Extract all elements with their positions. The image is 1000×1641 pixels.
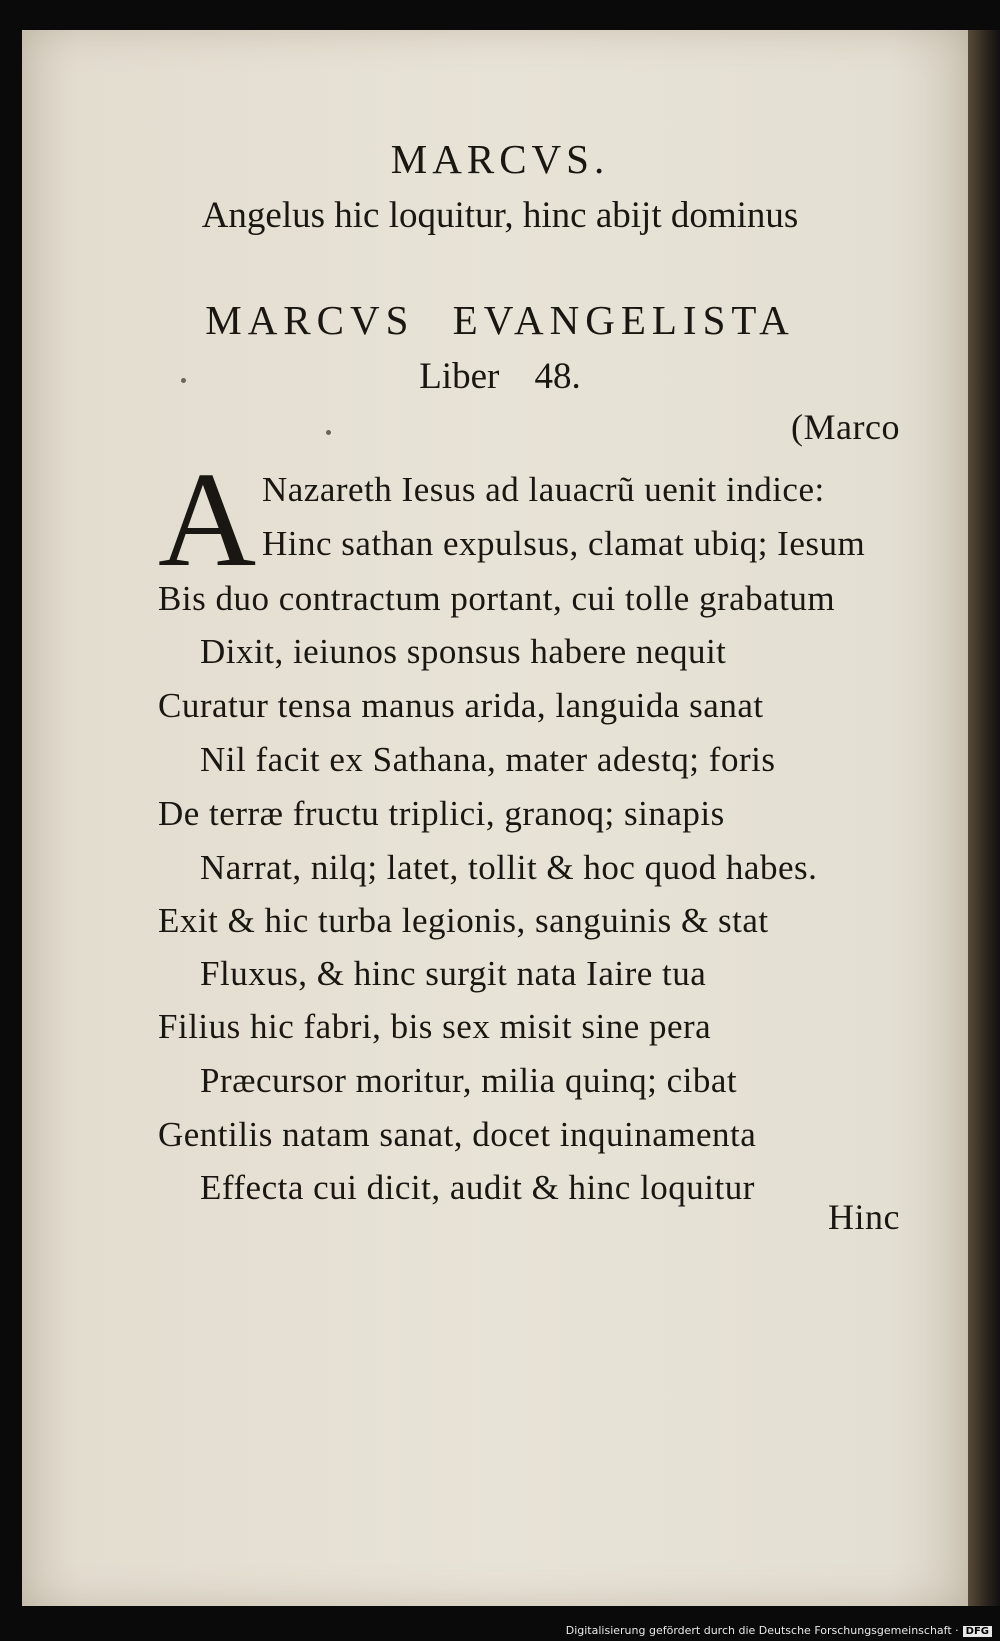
verse-line: Hinc sathan expulsus, clamat ubiq; Iesum <box>262 524 866 563</box>
verse-line: Filius hic fabri, bis sex misit sine pera <box>158 1007 712 1046</box>
catchword-top: (Marco <box>791 407 900 447</box>
verse-line: Narrat, nilq; latet, tollit & hoc quod habes. <box>200 848 818 887</box>
verse-line: Dixit, ieiunos sponsus habere nequit <box>200 632 727 671</box>
catchword-bottom: Hinc <box>828 1197 900 1237</box>
credit-text: Digitalisierung gefördert durch die Deutsche Forschungsgemeinschaft · <box>565 1624 959 1637</box>
drop-cap: A <box>158 445 257 595</box>
ink-speck <box>326 430 331 435</box>
book-number: Liber 48. <box>419 356 581 397</box>
book-spine <box>968 30 1000 1606</box>
section-title: MARCVS EVANGELISTA <box>205 297 795 343</box>
verse-line: Nazareth Iesus ad lauacrũ uenit indice: <box>262 470 825 509</box>
verse-line: Præcursor moritur, milia quinq; cibat <box>200 1061 738 1100</box>
verse-line: Nil facit ex Sathana, mater adestq; foris <box>200 740 776 779</box>
verse-line: Curatur tensa manus arida, languida sanat <box>158 686 764 725</box>
verse-line: Effecta cui dicit, audit & hinc loquitur <box>200 1168 755 1207</box>
verse-line: De terræ fructu triplici, granoq; sinapis <box>158 794 725 833</box>
subtitle: Angelus hic loquitur, hinc abijt dominus <box>201 195 799 236</box>
dfg-logo: DFG <box>963 1626 992 1637</box>
verse-line: Bis duo contractum portant, cui tolle grabatum <box>158 579 836 618</box>
digitization-credit <box>566 1624 992 1637</box>
verse-line: Exit & hic turba legionis, sanguinis & stat <box>158 901 769 940</box>
verse-line: Gentilis natam sanat, docet inquinamenta <box>158 1115 757 1154</box>
running-head: MARCVS. <box>390 136 610 182</box>
verse-line: Fluxus, & hinc surgit nata Iaire tua <box>200 954 707 993</box>
